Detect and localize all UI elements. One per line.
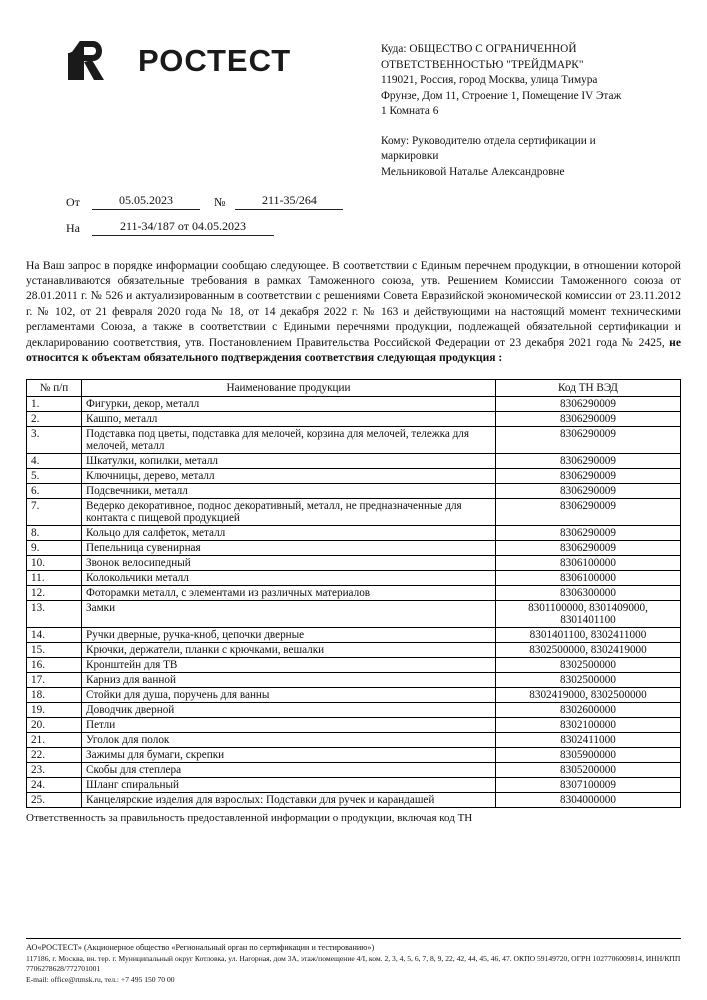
cell-tnved-code: 8306290009 [496, 397, 681, 412]
logo-text: РОСТЕСТ [138, 43, 292, 78]
addressee-line: 1 Комната 6 [381, 105, 439, 118]
table-row [27, 526, 681, 541]
table-row [27, 586, 681, 601]
from-label: От [66, 194, 80, 209]
table-row [27, 658, 681, 673]
cell-tnved-code: 8306290009 [496, 427, 681, 454]
table-header-row [27, 380, 681, 397]
cell-number: 13. [27, 601, 82, 628]
cell-product-name: Кронштейн для ТВ [82, 658, 496, 673]
cell-tnved-code: 8306290009 [496, 499, 681, 526]
on-value: 211-34/187 от 04.05.2023 [92, 219, 274, 236]
column-header-num: № п/п [27, 380, 82, 397]
footer-address-line: 117186, г. Москва, вн. тер. г. Муниципальный округ Котловка, ул. Нагорная, дом 3А, этаж/помещение 4/I, ком. 2, 3, 4, 5, 6, 7, 8, 9, 22, 42, 44, 45, 46, 47. ОКПО 59149720, ОГРН 1027706009814, ИНН/КПП 7706278628/772701001 [26, 953, 681, 974]
products-table [26, 379, 681, 808]
responsibility-note: Ответственность за правильность предоставленной информации о продукции, включая код ТН [26, 812, 473, 825]
cell-tnved-code: 8306290009 [496, 469, 681, 484]
cell-tnved-code: 8306300000 [496, 586, 681, 601]
column-header-name: Наименование продукции [82, 380, 496, 397]
addressee-block [381, 42, 681, 181]
table-row [27, 541, 681, 556]
cell-product-name: Стойки для душа, поручень для ванны [82, 688, 496, 703]
cell-number: 22. [27, 748, 82, 763]
cell-number: 10. [27, 556, 82, 571]
cell-tnved-code: 8304000000 [496, 793, 681, 808]
cell-product-name: Петли [82, 718, 496, 733]
cell-number: 19. [27, 703, 82, 718]
column-header-code: Код ТН ВЭД [496, 380, 681, 397]
cell-tnved-code: 8302600000 [496, 703, 681, 718]
cell-product-name: Колокольчики металл [82, 571, 496, 586]
table-row [27, 469, 681, 484]
body-paragraph-text: На Ваш запрос в порядке информации сообщаю следующее. В соответствии с Единым перечнем продукции, в отношении которой устанавливаются обязательные требования в рамках Таможенного союза, утв. Решением Комиссии Таможенного союза от 28.01.2011 г. № 526 и актуализированным в соответствии с решениями Совета Евразийской экономической комиссии от 23.11.2012 г. № 102, от 21 февраля 2020 года № 18, от 14 декабря 2022 г. № 163 и действующими на настоящий момент техническими регламентами Союза, а также в соответствии с Едиными перечнями продукции, подлежащей обязательной сертификации и декларированию соответствия, утв. Постановлением Правительства Российской Федерации от 23 декабря 2021 года № 2425, [26, 258, 681, 349]
cell-number: 7. [27, 499, 82, 526]
cell-product-name: Уголок для полок [82, 733, 496, 748]
attention-line: Кому: Руководителю отдела сертификации и [381, 134, 596, 147]
table-row [27, 427, 681, 454]
table-row [27, 688, 681, 703]
cell-product-name: Ключницы, дерево, металл [82, 469, 496, 484]
cell-number: 9. [27, 541, 82, 556]
cell-tnved-code: 8302500000 [496, 673, 681, 688]
cell-tnved-code: 8302500000 [496, 658, 681, 673]
table-row [27, 643, 681, 658]
cell-product-name: Зажимы для бумаги, скрепки [82, 748, 496, 763]
table-row [27, 556, 681, 571]
attention-line: Мельниковой Наталье Александровне [381, 166, 565, 179]
cell-tnved-code: 8302411000 [496, 733, 681, 748]
cell-tnved-code: 8302500000, 8302419000 [496, 643, 681, 658]
cell-tnved-code: 8302100000 [496, 718, 681, 733]
number-value: 211-35/264 [235, 193, 343, 210]
table-body [27, 397, 681, 808]
cell-number: 24. [27, 778, 82, 793]
cell-product-name: Кашпо, металл [82, 412, 496, 427]
addressee-line: Куда: ОБЩЕСТВО С ОГРАНИЧЕННОЙ [381, 43, 577, 55]
body-paragraph-emphasis: не относится к объектам обязательного подтверждения соответствия следующая продукция : [26, 335, 681, 365]
table-row [27, 733, 681, 748]
cell-product-name: Фигурки, декор, металл [82, 397, 496, 412]
body-paragraph [26, 258, 681, 366]
cell-number: 12. [27, 586, 82, 601]
cell-number: 25. [27, 793, 82, 808]
cell-number: 17. [27, 673, 82, 688]
cell-number: 23. [27, 763, 82, 778]
cell-tnved-code: 8307100009 [496, 778, 681, 793]
cell-product-name: Карниз для ванной [82, 673, 496, 688]
table-row [27, 484, 681, 499]
cell-tnved-code: 8305200000 [496, 763, 681, 778]
cell-product-name: Пепельница сувенирная [82, 541, 496, 556]
table-row [27, 628, 681, 643]
cell-product-name: Канцелярские изделия для взрослых: Подставки для ручек и карандашей [82, 793, 496, 808]
cell-product-name: Ведерко декоративное, поднос декоративный, металл, не предназначенные для контакта с пищевой продукцией [82, 499, 496, 526]
cell-number: 8. [27, 526, 82, 541]
table-row [27, 703, 681, 718]
footer-contact-line: E-mail: office@rtmsk.ru, тел.: +7 495 150 70 00 [26, 975, 175, 985]
addressee-line: 119021, Россия, город Москва, улица Тимура [381, 74, 598, 87]
cell-product-name: Скобы для степлера [82, 763, 496, 778]
attention-line: маркировки [381, 150, 439, 163]
from-date-value: 05.05.2023 [92, 193, 200, 210]
cell-number: 2. [27, 412, 82, 427]
cell-number: 6. [27, 484, 82, 499]
cell-product-name: Ручки дверные, ручка-кноб, цепочки дверные [82, 628, 496, 643]
cell-number: 20. [27, 718, 82, 733]
table-row [27, 718, 681, 733]
rostest-logo-icon [66, 38, 128, 84]
table-row [27, 748, 681, 763]
page-footer [26, 938, 681, 986]
cell-product-name: Доводчик дверной [82, 703, 496, 718]
cell-tnved-code: 8301401100, 8302411000 [496, 628, 681, 643]
table-row [27, 793, 681, 808]
cell-number: 18. [27, 688, 82, 703]
cell-product-name: Кольцо для салфеток, металл [82, 526, 496, 541]
on-label: На [66, 220, 80, 235]
cell-tnved-code: 8305900000 [496, 748, 681, 763]
cell-tnved-code: 8306290009 [496, 412, 681, 427]
cell-tnved-code: 8302419000, 8302500000 [496, 688, 681, 703]
cell-number: 16. [27, 658, 82, 673]
cell-tnved-code: 8306290009 [496, 526, 681, 541]
cell-tnved-code: 8306290009 [496, 484, 681, 499]
cell-tnved-code: 8306100000 [496, 571, 681, 586]
table-row [27, 763, 681, 778]
cell-tnved-code: 8306100000 [496, 556, 681, 571]
table-row [27, 778, 681, 793]
cell-number: 5. [27, 469, 82, 484]
company-logo [66, 38, 291, 84]
cell-product-name: Шланг спиральный [82, 778, 496, 793]
cell-product-name: Замки [82, 601, 496, 628]
cell-tnved-code: 8301100000, 8301409000, 8301401100 [496, 601, 681, 628]
table-row [27, 397, 681, 412]
cell-product-name: Шкатулки, копилки, металл [82, 454, 496, 469]
table-row [27, 412, 681, 427]
footer-company-line: АО«РОСТЕСТ» (Акционерное общество «Региональный орган по сертификации и тестированию») [26, 943, 375, 953]
cell-number: 4. [27, 454, 82, 469]
letter-header [26, 26, 681, 181]
cell-number: 11. [27, 571, 82, 586]
cell-number: 15. [27, 643, 82, 658]
table-row [27, 454, 681, 469]
cell-tnved-code: 8306290009 [496, 541, 681, 556]
table-row [27, 571, 681, 586]
cell-product-name: Крючки, держатели, планки с крючками, вешалки [82, 643, 496, 658]
table-row [27, 673, 681, 688]
table-row [27, 601, 681, 628]
cell-number: 3. [27, 427, 82, 454]
addressee-line: Фрунзе, Дом 11, Строение 1, Помещение IV Этаж [381, 89, 622, 102]
reference-block [66, 193, 681, 236]
cell-product-name: Подставка под цветы, подставка для мелочей, корзина для мелочей, тележка для мелочей, металл [82, 427, 496, 454]
cell-tnved-code: 8306290009 [496, 454, 681, 469]
cell-product-name: Подсвечники, металл [82, 484, 496, 499]
cell-number: 14. [27, 628, 82, 643]
number-label: № [214, 194, 226, 209]
addressee-line: ОТВЕТСТВЕННОСТЬЮ "ТРЕЙДМАРК" [381, 58, 584, 71]
cell-product-name: Фоторамки металл, с элементами из различных материалов [82, 586, 496, 601]
table-row [27, 499, 681, 526]
cell-number: 21. [27, 733, 82, 748]
cell-number: 1. [27, 397, 82, 412]
cell-product-name: Звонок велосипедный [82, 556, 496, 571]
